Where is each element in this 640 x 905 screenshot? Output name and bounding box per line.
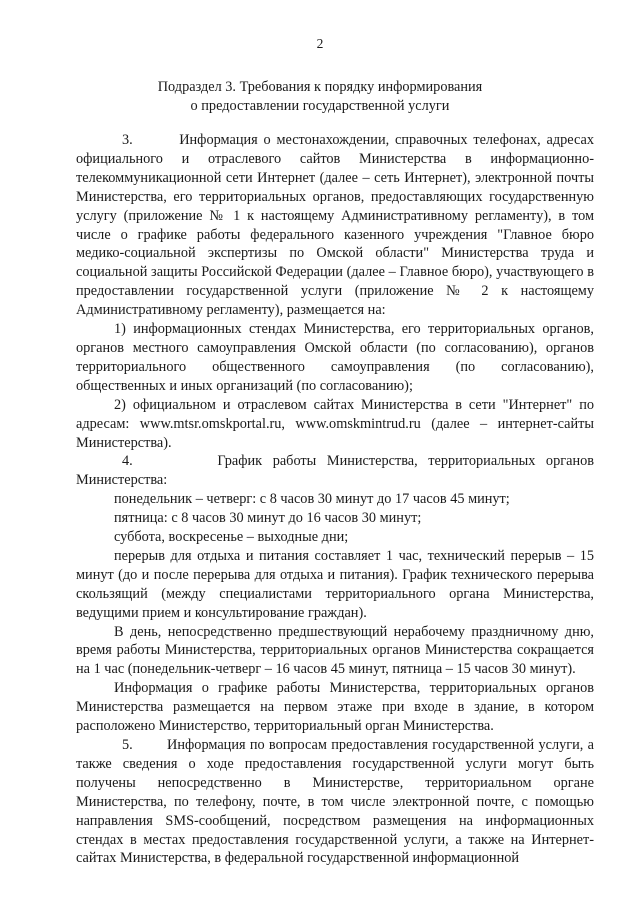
section-heading-line-1: Подраздел 3. Требования к порядку информирования bbox=[157, 79, 483, 95]
paragraph-item-3-subitem-1: 1) информационных стендах Министерства, его территориальных органов, органов местного самоуправления Омской области (по согласованию), органов территориального общественного самоуправления (по согласованию), общественных и иных организаций (по согласованию); bbox=[76, 321, 594, 394]
section-heading bbox=[0, 78, 640, 116]
schedule-friday: пятница: с 8 часов 30 минут до 16 часов 30 минут; bbox=[114, 510, 422, 527]
paragraph-pre-holiday: В день, непосредственно предшествующий нерабочему праздничному дню, время работы Министерства, территориальных органов Министерства сокращается на 1 час (понедельник-четверг – 16 часов 45 минут, пятница – 15 часов 30 минут). bbox=[76, 623, 594, 678]
document-body bbox=[76, 131, 594, 868]
paragraph-item-3: 3. Информация о местонахождении, справочных телефонах, адресах официального и отраслевого сайтов Министерства в информационно-телекоммуникационной сети Интернет (далее – сеть Интернет), электронной почты Министерства, его территориальных органов, предоставляющих государственную услугу (приложение № 1 к настоящему Административному регламенту), в том числе о графике работы федерального казенного учреждения "Главное бюро медико-социальной экспертизы по Омской области" Министерства труда и социальной защиты Российской Федерации (далее – Главное бюро), участвующего в предоставлении государственной услуги (приложение № 2 к настоящему Административному регламенту), размещается на: bbox=[76, 132, 594, 319]
schedule-weekend: суббота, воскресенье – выходные дни; bbox=[114, 529, 349, 546]
paragraph-item-5: 5. Информация по вопросам предоставления государственной услуги, а также сведения о ходе предоставления государственной услуги могут быть получены непосредственно в Министерстве, территориальном органе Министерства, по телефону, почте, в том числе электронной почте, с помощью направления SMS-сообщений, посредством размещения на информационных стендах в местах предоставления государственной услуги, а также на Интернет-сайтах Министерства, в федеральной государственной информационной bbox=[76, 737, 594, 867]
paragraph-item-4: 4. График работы Министерства, территориальных органов Министерства: bbox=[76, 453, 594, 489]
paragraph-schedule-info: Информация о графике работы Министерства, территориальных органов Министерства размещается на первом этаже при входе в здание, в котором расположено Министерство, территориальный орган Министерства. bbox=[76, 680, 594, 735]
paragraph-item-3-subitem-2: 2) официальном и отраслевом сайтах Министерства в сети "Интернет" по адресам: www.mtsr.omskportal.ru, www.omskmintrud.ru (далее – интернет-сайты Министерства). bbox=[76, 396, 594, 451]
schedule-weekdays: понедельник – четверг: с 8 часов 30 минут до 17 часов 45 минут; bbox=[114, 491, 510, 508]
schedule-breaks: перерыв для отдыха и питания составляет 1 час, технический перерыв – 15 минут (до и после перерыва для отдыха и питания). График технического перерыва скользящий (между специалистами территориального органа Министерства, ведущими прием и консультирование граждан). bbox=[76, 547, 594, 621]
page-number: 2 bbox=[316, 36, 324, 51]
section-heading-line-2: о предоставлении государственной услуги bbox=[190, 98, 450, 114]
